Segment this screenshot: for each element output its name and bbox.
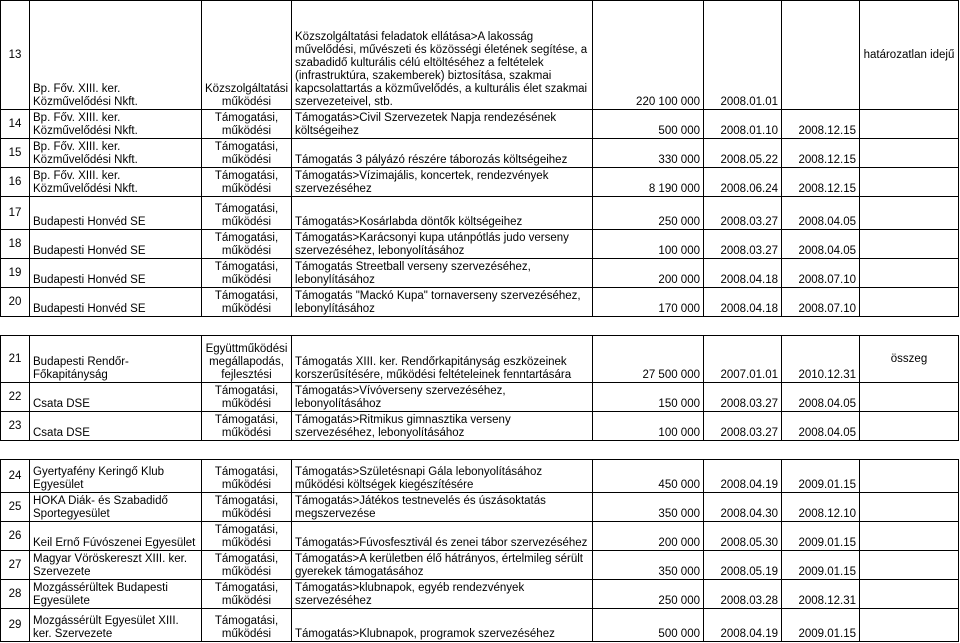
row-number: 19 xyxy=(1,259,30,288)
support-purpose: Támogatás Streetball verseny szervezéséhez, lebonylításához xyxy=(292,259,593,288)
organization-name: Mozgássérült Egyesület XIII. ker. Szervezete xyxy=(30,609,202,642)
note xyxy=(860,460,959,493)
support-purpose: Támogatás 3 pályázó részére táborozás költségeihez xyxy=(292,139,593,168)
note xyxy=(860,580,959,609)
note xyxy=(860,197,959,230)
row-number: 26 xyxy=(1,522,30,551)
amount: 250 000 xyxy=(593,197,704,230)
end-date xyxy=(782,1,860,110)
note xyxy=(860,522,959,551)
organization-name: Bp. Főv. XIII. ker. Közművelődési Nkft. xyxy=(30,1,202,110)
note xyxy=(860,139,959,168)
support-type: Támogatási, működési xyxy=(202,288,292,317)
table-row xyxy=(1,259,959,288)
end-date: 2008.12.15 xyxy=(782,110,860,139)
start-date: 2008.03.27 xyxy=(704,412,782,441)
table-row xyxy=(1,139,959,168)
end-date: 2008.07.10 xyxy=(782,259,860,288)
row-number: 20 xyxy=(1,288,30,317)
start-date: 2008.04.18 xyxy=(704,259,782,288)
support-type: Támogatási, működési xyxy=(202,168,292,197)
table-row xyxy=(1,609,959,642)
row-number: 27 xyxy=(1,551,30,580)
amount: 150 000 xyxy=(593,383,704,412)
row-number: 18 xyxy=(1,230,30,259)
support-type: Támogatási, működési xyxy=(202,197,292,230)
end-date: 2008.04.05 xyxy=(782,412,860,441)
note xyxy=(860,383,959,412)
organization-name: Budapesti Honvéd SE xyxy=(30,230,202,259)
table-row xyxy=(1,383,959,412)
support-purpose: Támogatás>klubnapok, egyéb rendezvények szervezéséhez xyxy=(292,580,593,609)
row-number: 13 xyxy=(1,1,30,110)
support-purpose: Támogatás>A kerületben élő hátrányos, értelmileg sérült gyerekek támogatásához xyxy=(292,551,593,580)
start-date: 2008.03.27 xyxy=(704,197,782,230)
organization-name: Keil Ernő Fúvószenei Egyesület xyxy=(30,522,202,551)
support-purpose: Támogatás>Kosárlabda döntők költségeihez xyxy=(292,197,593,230)
note xyxy=(860,493,959,522)
organization-name: Budapesti Honvéd SE xyxy=(30,288,202,317)
row-number: 14 xyxy=(1,110,30,139)
note xyxy=(860,288,959,317)
end-date: 2008.04.05 xyxy=(782,197,860,230)
support-type: Támogatási, működési xyxy=(202,493,292,522)
table-row xyxy=(1,168,959,197)
support-type: Támogatási, működési xyxy=(202,383,292,412)
organization-name: Gyertyafény Keringő Klub Egyesület xyxy=(30,460,202,493)
organization-name: Csata DSE xyxy=(30,383,202,412)
note xyxy=(860,609,959,642)
row-number: 16 xyxy=(1,168,30,197)
support-purpose: Támogatás XIII. ker. Rendőrkapitányság eszközeinek korszerűsítésére, működési feltételeinek fenntartására xyxy=(292,336,593,383)
support-purpose: Közszolgáltatási feladatok ellátása>A lakosság művelődési, művészeti és közösségi életének segítése, a szabadidő kulturális célú eltöltéséhez a feltételek (infrastruktúra, szakemberek) biztosítása, szakmai kapcsolattartás a közművelődés, a kulturális élet szakmai szervezeteivel, stb. xyxy=(292,1,593,110)
end-date: 2008.12.15 xyxy=(782,139,860,168)
note xyxy=(860,168,959,197)
row-number: 29 xyxy=(1,609,30,642)
amount: 330 000 xyxy=(593,139,704,168)
section-spacer xyxy=(1,441,959,460)
organization-name: Csata DSE xyxy=(30,412,202,441)
row-number: 21 xyxy=(1,336,30,383)
start-date: 2007.01.01 xyxy=(704,336,782,383)
end-date: 2008.04.05 xyxy=(782,230,860,259)
amount: 27 500 000 xyxy=(593,336,704,383)
table-row xyxy=(1,580,959,609)
support-purpose: Támogatás>Civil Szervezetek Napja rendezésének költségeihez xyxy=(292,110,593,139)
note xyxy=(860,259,959,288)
end-date: 2009.01.15 xyxy=(782,460,860,493)
end-date: 2009.01.15 xyxy=(782,551,860,580)
amount: 450 000 xyxy=(593,460,704,493)
support-purpose: Támogatás>Fúvosfesztivál és zenei tábor szervezéséhez xyxy=(292,522,593,551)
spacer-cell xyxy=(1,441,959,460)
note xyxy=(860,551,959,580)
amount: 100 000 xyxy=(593,230,704,259)
table-row xyxy=(1,460,959,493)
end-date: 2008.12.31 xyxy=(782,580,860,609)
support-type: Támogatási, működési xyxy=(202,412,292,441)
support-type: Támogatási, működési xyxy=(202,551,292,580)
organization-name: Budapesti Rendőr-Főkapitányság xyxy=(30,336,202,383)
note xyxy=(860,412,959,441)
row-number: 22 xyxy=(1,383,30,412)
organization-name: Budapesti Honvéd SE xyxy=(30,197,202,230)
table-row xyxy=(1,493,959,522)
table-row xyxy=(1,288,959,317)
end-date: 2008.12.10 xyxy=(782,493,860,522)
amount: 250 000 xyxy=(593,580,704,609)
support-type: Közszolgáltatási működési xyxy=(202,1,292,110)
grants-table-body xyxy=(1,1,959,642)
start-date: 2008.05.22 xyxy=(704,139,782,168)
end-date: 2010.12.31 xyxy=(782,336,860,383)
start-date: 2008.04.18 xyxy=(704,288,782,317)
support-purpose: Támogatás>Vízimajális, koncertek, rendezvények szervezéséhez xyxy=(292,168,593,197)
amount: 200 000 xyxy=(593,522,704,551)
support-type: Támogatási, működési xyxy=(202,609,292,642)
support-type: Támogatási, működési xyxy=(202,139,292,168)
support-type: Támogatási, működési xyxy=(202,259,292,288)
table-row xyxy=(1,230,959,259)
start-date: 2008.01.10 xyxy=(704,110,782,139)
organization-name: Bp. Főv. XIII. ker. Közművelődési Nkft. xyxy=(30,110,202,139)
organization-name: Budapesti Honvéd SE xyxy=(30,259,202,288)
table-row xyxy=(1,522,959,551)
note xyxy=(860,230,959,259)
support-purpose: Támogatás>Ritmikus gimnasztika verseny szervezéséhez, lebonyolításához xyxy=(292,412,593,441)
amount: 350 000 xyxy=(593,551,704,580)
start-date: 2008.03.27 xyxy=(704,383,782,412)
end-date: 2008.07.10 xyxy=(782,288,860,317)
note xyxy=(860,110,959,139)
spacer-cell xyxy=(1,317,959,336)
start-date: 2008.01.01 xyxy=(704,1,782,110)
organization-name: Bp. Főv. XIII. ker. Közművelődési Nkft. xyxy=(30,139,202,168)
note: határozatlan idejű xyxy=(860,1,959,110)
organization-name: Bp. Főv. XIII. ker. Közművelődési Nkft. xyxy=(30,168,202,197)
end-date: 2008.04.05 xyxy=(782,383,860,412)
organization-name: Magyar Vöröskereszt XIII. ker. Szervezete xyxy=(30,551,202,580)
support-type: Együttműködési megállapodás, fejlesztési xyxy=(202,336,292,383)
support-purpose: Támogatás>Játékos testnevelés és úszásoktatás megszervezése xyxy=(292,493,593,522)
amount: 100 000 xyxy=(593,412,704,441)
support-purpose: Támogatás>Karácsonyi kupa utánpótlás judo verseny szervezéséhez, lebonyolításához xyxy=(292,230,593,259)
row-number: 23 xyxy=(1,412,30,441)
amount: 500 000 xyxy=(593,609,704,642)
table-row xyxy=(1,412,959,441)
support-purpose: Támogatás "Mackó Kupa" tornaverseny szervezéséhez, lebonylításához xyxy=(292,288,593,317)
table-row xyxy=(1,1,959,110)
amount: 8 190 000 xyxy=(593,168,704,197)
start-date: 2008.04.19 xyxy=(704,609,782,642)
organization-name: HOKA Diák- és Szabadidő Sportegyesület xyxy=(30,493,202,522)
amount: 170 000 xyxy=(593,288,704,317)
support-type: Támogatási, működési xyxy=(202,580,292,609)
start-date: 2008.06.24 xyxy=(704,168,782,197)
support-type: Támogatási, működési xyxy=(202,522,292,551)
table-row xyxy=(1,551,959,580)
table-row xyxy=(1,336,959,383)
start-date: 2008.04.30 xyxy=(704,493,782,522)
table-row xyxy=(1,197,959,230)
amount: 220 100 000 xyxy=(593,1,704,110)
table-row xyxy=(1,110,959,139)
section-spacer xyxy=(1,317,959,336)
row-number: 24 xyxy=(1,460,30,493)
start-date: 2008.05.19 xyxy=(704,551,782,580)
amount: 500 000 xyxy=(593,110,704,139)
start-date: 2008.04.19 xyxy=(704,460,782,493)
support-purpose: Támogatás>Klubnapok, programok szervezéséhez xyxy=(292,609,593,642)
support-type: Támogatási, működési xyxy=(202,110,292,139)
end-date: 2008.12.15 xyxy=(782,168,860,197)
support-purpose: Támogatás>Születésnapi Gála lebonyolításához működési költségek kiegészítésére xyxy=(292,460,593,493)
start-date: 2008.05.30 xyxy=(704,522,782,551)
organization-name: Mozgássérültek Budapesti Egyesülete xyxy=(30,580,202,609)
support-type: Támogatási, működési xyxy=(202,460,292,493)
start-date: 2008.03.27 xyxy=(704,230,782,259)
note: összeg xyxy=(860,336,959,383)
amount: 350 000 xyxy=(593,493,704,522)
start-date: 2008.03.28 xyxy=(704,580,782,609)
end-date: 2009.01.15 xyxy=(782,609,860,642)
row-number: 17 xyxy=(1,197,30,230)
row-number: 25 xyxy=(1,493,30,522)
amount: 200 000 xyxy=(593,259,704,288)
support-type: Támogatási, működési xyxy=(202,230,292,259)
support-purpose: Támogatás>Vívóverseny szervezéséhez, lebonyolításához xyxy=(292,383,593,412)
end-date: 2009.01.15 xyxy=(782,522,860,551)
row-number: 28 xyxy=(1,580,30,609)
row-number: 15 xyxy=(1,139,30,168)
